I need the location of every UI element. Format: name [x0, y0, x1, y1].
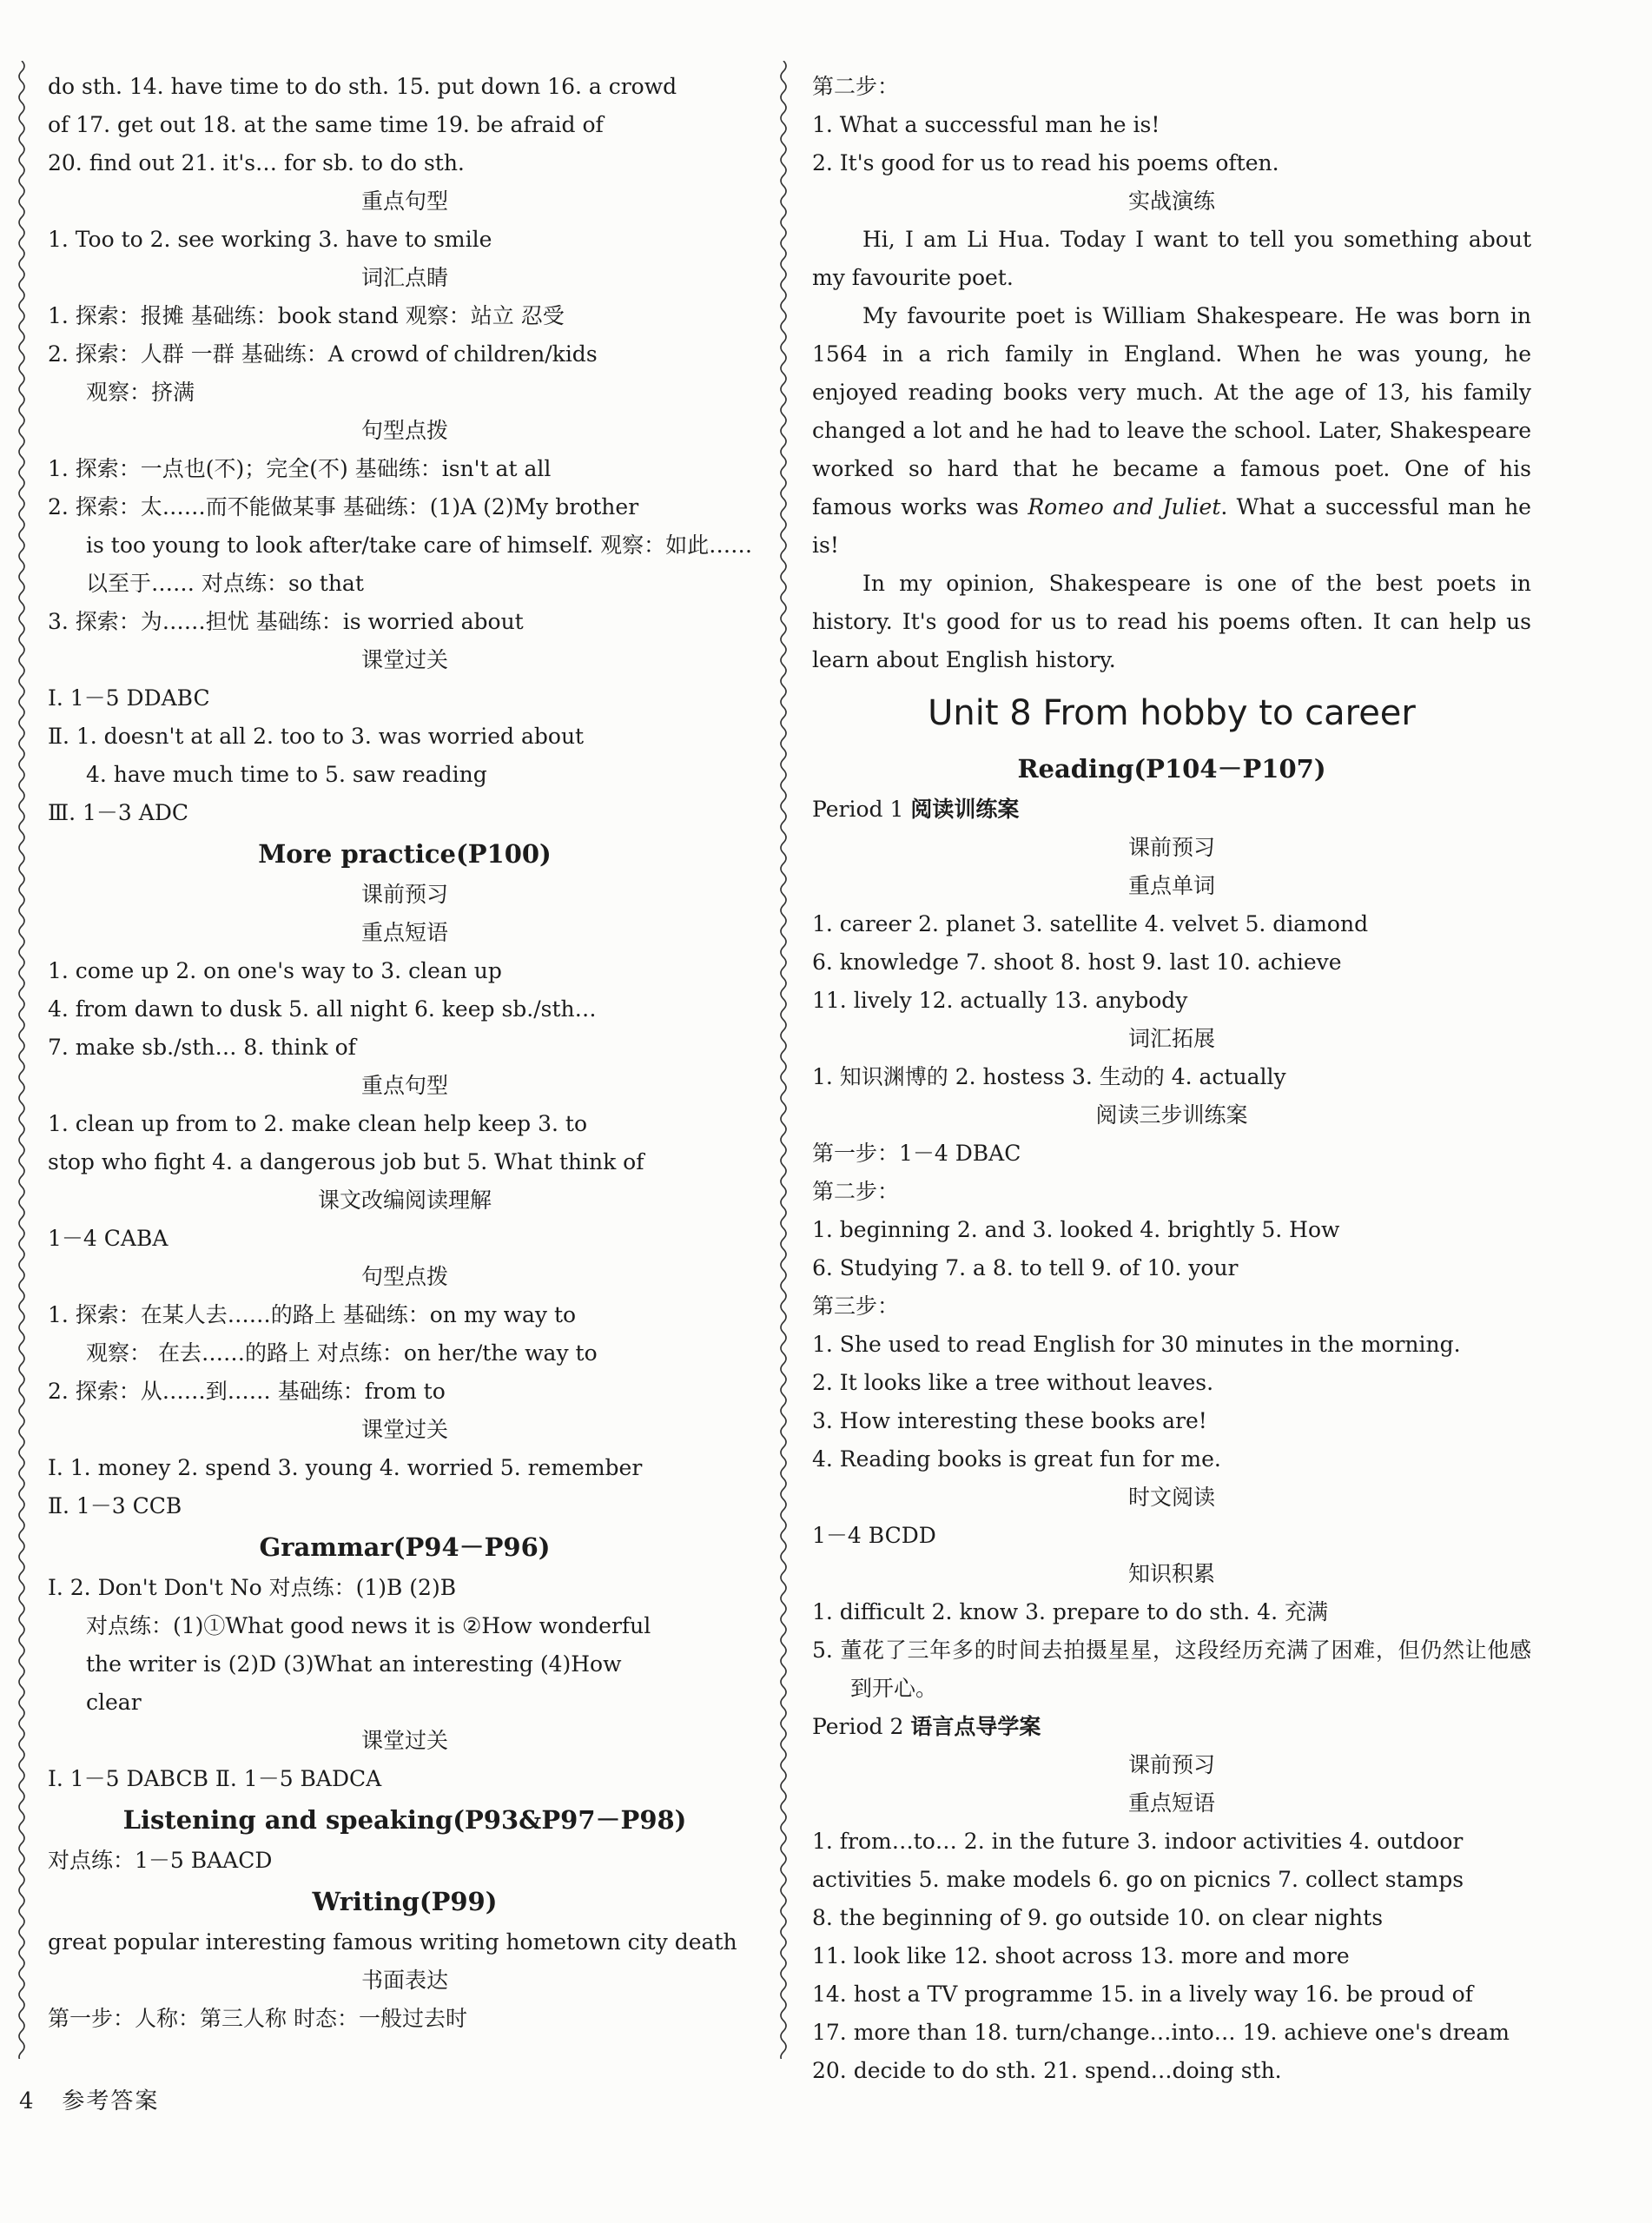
phrase-line: do sth. 14. have time to do sth. 15. put down 16. a crowd — [48, 74, 677, 99]
answer-line: stop who fight 4. a dangerous job but 5. What think of — [48, 1149, 644, 1174]
unit-title: Unit 8 From hobby to career — [928, 693, 1416, 733]
answer-line: 观察：挤满 — [86, 380, 195, 405]
answer-line: activities 5. make models 6. go on picnics 7. collect stamps — [812, 1867, 1464, 1892]
answer-line: 1. from…to… 2. in the future 3. indoor activities 4. outdoor — [812, 1829, 1464, 1854]
answer-line: 对点练：(1)①What good news it is ②How wonderful — [86, 1613, 651, 1638]
section-heading: 句型点拨 — [360, 418, 448, 443]
period-name: 阅读训练案 — [910, 797, 1020, 822]
section-heading: 重点句型 — [360, 1073, 448, 1098]
answer-line: 1－4 CABA — [48, 1226, 169, 1251]
section-heading: 课前预习 — [1127, 835, 1215, 860]
phrase-line: 20. find out 21. it's… for sb. to do sth. — [48, 150, 465, 175]
answer-line: 1. She used to read English for 30 minutes in the morning. — [812, 1332, 1461, 1357]
section-heading: 书面表达 — [360, 1968, 448, 1993]
answer-line: 17. more than 18. turn/change…into… 19. achieve one's dream — [812, 2020, 1510, 2045]
page-number: 4 — [19, 2088, 36, 2114]
answer-line: 1. 探索：一点也(不)；完全(不) 基础练：isn't at all — [48, 456, 552, 481]
answer-line: 5. 董花了三年多的时间去拍摄星星，这段经历充满了困难，但仍然让他感到开心。 — [812, 1637, 1531, 1701]
writing-heading: Writing(P99) — [312, 1887, 498, 1916]
section-heading: 课文改编阅读理解 — [317, 1188, 492, 1213]
answer-line: 14. host a TV programme 15. in a lively way 16. be proud of — [812, 1982, 1473, 2007]
answer-line: 2. 探索：太……而不能做某事 基础练：(1)A (2)My brother — [48, 494, 639, 519]
answer-line: 4. from dawn to dusk 5. all night 6. keep sb./sth… — [48, 996, 597, 1022]
answer-line: 2. It looks like a tree without leaves. — [812, 1370, 1214, 1395]
answer-line: 6. Studying 7. a 8. to tell 9. of 10. your — [812, 1255, 1239, 1280]
answer-line: 第一步：人称：第三人称 时态：一般过去时 — [48, 2006, 467, 2031]
answer-line: 3. How interesting these books are! — [812, 1408, 1207, 1433]
grammar-heading: Grammar(P94－P96) — [259, 1532, 551, 1562]
section-heading: 课堂过关 — [360, 1417, 448, 1442]
answer-line: 1－4 BCDD — [812, 1523, 936, 1548]
section-heading: 重点单词 — [1127, 873, 1215, 898]
period-number: Period 2 — [812, 1714, 904, 1739]
answer-line: 1. come up 2. on one's way to 3. clean up — [48, 958, 502, 983]
answer-line: 1. 知识渊博的 2. hostess 3. 生动的 4. actually — [812, 1064, 1286, 1089]
answer-line: 6. knowledge 7. shoot 8. host 9. last 10. achieve — [812, 949, 1342, 975]
section-heading: 课前预习 — [1127, 1752, 1215, 1777]
section-heading: 知识积累 — [1127, 1561, 1215, 1586]
period-name: 语言点导学案 — [910, 1714, 1041, 1739]
section-heading: 词汇点睛 — [360, 265, 448, 290]
answer-line: 第一步：1－4 DBAC — [812, 1141, 1021, 1166]
page-footer — [19, 2083, 159, 2115]
section-heading: 课堂过关 — [360, 647, 448, 672]
essay-paragraph: Hi, I am Li Hua. Today I want to tell you something about my favourite poet. — [812, 227, 1531, 290]
section-heading: 重点短语 — [360, 920, 448, 945]
answer-line: 1. career 2. planet 3. satellite 4. velvet 5. diamond — [812, 911, 1369, 936]
section-heading: 时文阅读 — [1127, 1485, 1215, 1510]
phrase-line: of 17. get out 18. at the same time 19. be afraid of — [48, 112, 604, 137]
essay-paragraph — [812, 297, 1531, 565]
section-heading: 句型点拨 — [360, 1264, 448, 1289]
period-label — [812, 791, 1531, 829]
answer-line: 第二步： — [812, 74, 900, 99]
answer-line: Ⅰ. 2. Don't Don't No 对点练：(1)B (2)B — [48, 1575, 457, 1600]
left-margin-wavy-line — [16, 61, 28, 2059]
answer-line: is too young to look after/take care of himself. 观察：如此…… — [86, 533, 753, 558]
answer-line: great popular interesting famous writing hometown city death — [48, 1929, 737, 1955]
answer-line: Ⅱ. 1. doesn't at all 2. too to 3. was worried about — [48, 724, 585, 749]
more-practice-heading: More practice(P100) — [258, 839, 552, 869]
answer-line: 8. the beginning of 9. go outside 10. on clear nights — [812, 1905, 1384, 1930]
left-column — [48, 68, 762, 2038]
answer-line: 4. Reading books is great fun for me. — [812, 1446, 1221, 1472]
answer-line: Ⅰ. 1－5 DDABC — [48, 685, 210, 711]
period-number: Period 1 — [812, 797, 904, 822]
section-heading: 实战演练 — [1127, 189, 1215, 214]
answer-line: 7. make sb./sth… 8. think of — [48, 1035, 356, 1060]
answer-line: 1. 探索：在某人去……的路上 基础练：on my way to — [48, 1302, 577, 1327]
column-divider-wavy-line — [777, 61, 790, 2059]
answer-line: Ⅰ. 1. money 2. spend 3. young 4. worried 5. remember — [48, 1455, 643, 1480]
answer-line: Ⅰ. 1－5 DABCB Ⅱ. 1－5 BADCA — [48, 1766, 382, 1791]
section-heading: 阅读三步训练案 — [1095, 1102, 1248, 1128]
answer-line: 观察： 在去……的路上 对点练：on her/the way to — [86, 1340, 598, 1366]
answer-line: 1. difficult 2. know 3. prepare to do sth. 4. 充满 — [812, 1599, 1328, 1624]
answer-line: 2. 探索：人群 一群 基础练：A crowd of children/kids — [48, 341, 598, 367]
answer-line: 1. beginning 2. and 3. looked 4. brightly 5. How — [812, 1217, 1340, 1242]
answer-line: Ⅱ. 1－3 CCB — [48, 1493, 182, 1518]
work-title: Romeo and Juliet — [1028, 494, 1221, 519]
answer-line: 1. 探索：报摊 基础练：book stand 观察：站立 忍受 — [48, 303, 565, 328]
answer-line: 4. have much time to 5. saw reading — [86, 762, 487, 787]
answer-line: 11. lively 12. actually 13. anybody — [812, 988, 1188, 1013]
answer-line: 20. decide to do sth. 21. spend…doing sth. — [812, 2058, 1282, 2083]
answer-line: 2. It's good for us to read his poems often. — [812, 150, 1279, 175]
answer-line: clear — [86, 1690, 142, 1715]
answer-line: 以至于…… 对点练：so that — [86, 571, 364, 596]
answer-line: 1. clean up from to 2. make clean help keep 3. to — [48, 1111, 588, 1136]
answer-line: 1. Too to 2. see working 3. have to smile — [48, 227, 492, 252]
section-heading: 重点句型 — [360, 189, 448, 214]
answer-line: the writer is (2)D (3)What an interesting (4)How — [86, 1651, 622, 1677]
reading-heading: Reading(P104－P107) — [1017, 754, 1326, 784]
section-heading: 词汇拓展 — [1127, 1026, 1215, 1051]
essay-text: . What a successful man he is! — [812, 494, 1531, 558]
answer-line: 11. look like 12. shoot across 13. more and more — [812, 1943, 1350, 1968]
essay-text: My favourite poet is William Shakespeare. He was born in 1564 in a rich family in England. When he was young, he enjoyed reading books very much. At the age of 13, his family changed a lot and he had to leave the school. Later, Shakespeare worked so hard that he became a famous poet. One of his famous works was — [812, 303, 1531, 519]
right-column — [812, 68, 1531, 2090]
period-label — [812, 1708, 1531, 1746]
essay-paragraph: In my opinion, Shakespeare is one of the best poets in history. It's good for us to read his poems often. It can help us learn about English history. — [812, 571, 1531, 672]
footer-label: 参考答案 — [62, 2088, 160, 2114]
section-heading: 重点短语 — [1127, 1790, 1215, 1816]
section-heading: 课前预习 — [360, 882, 448, 907]
answer-line: 1. What a successful man he is! — [812, 112, 1160, 137]
answer-line: 2. 探索：从……到…… 基础练：from to — [48, 1379, 446, 1404]
listening-speaking-heading: Listening and speaking(P93&P97－P98) — [122, 1805, 687, 1835]
answer-line: 3. 探索：为……担忧 基础练：is worried about — [48, 609, 524, 634]
answer-line: 对点练：1－5 BAACD — [48, 1848, 273, 1873]
answer-line: 第二步： — [812, 1179, 900, 1204]
section-heading: 课堂过关 — [360, 1728, 448, 1753]
answer-line: Ⅲ. 1－3 ADC — [48, 800, 188, 825]
answer-line: 第三步： — [812, 1293, 900, 1319]
